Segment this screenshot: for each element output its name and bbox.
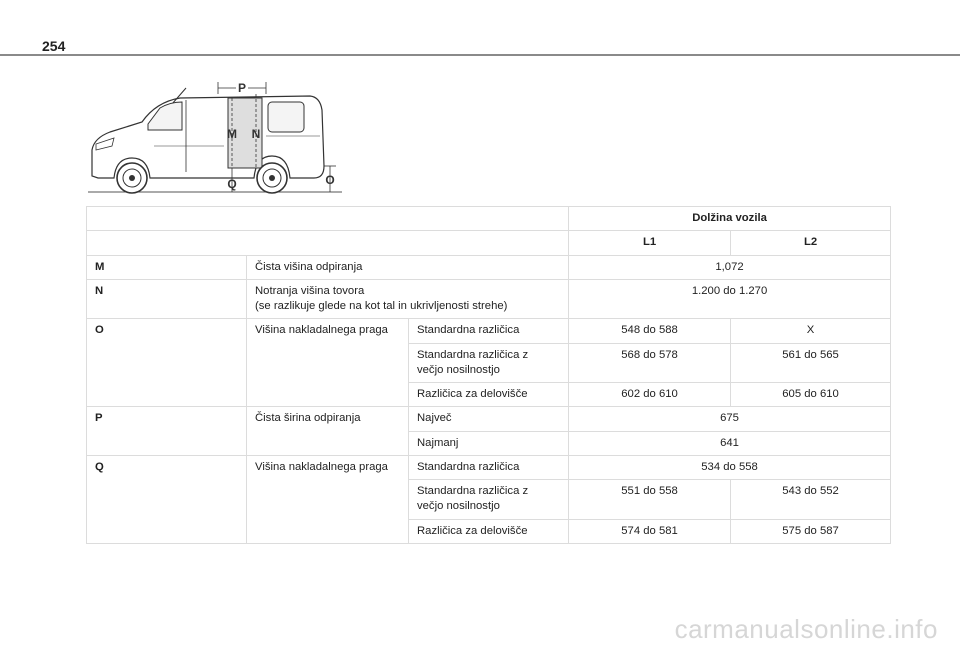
header-divider bbox=[0, 54, 960, 56]
value-l2: 543 do 552 bbox=[731, 480, 891, 520]
label-p: P bbox=[237, 81, 247, 95]
table-header-row bbox=[87, 231, 891, 255]
value-l1: 568 do 578 bbox=[569, 343, 731, 383]
row-value: 1.200 do 1.270 bbox=[569, 279, 891, 319]
label-o: O bbox=[325, 173, 335, 187]
label-m: M bbox=[227, 127, 237, 141]
row-description: Čista višina odpiranja bbox=[247, 255, 569, 279]
variant-name: Največ bbox=[409, 407, 569, 431]
variant-name: Različica za delovišče bbox=[409, 383, 569, 407]
variant-name-line: večjo nosilnostjo bbox=[417, 500, 500, 513]
value-l1: 548 do 588 bbox=[569, 319, 731, 343]
variant-name-line: Standardna različica z bbox=[417, 348, 529, 361]
variant-name: Standardna različica bbox=[409, 455, 569, 479]
row-value: 675 bbox=[569, 407, 891, 431]
variant-name: Različica za delovišče bbox=[409, 519, 569, 543]
label-n: N bbox=[251, 127, 261, 141]
row-description bbox=[247, 279, 569, 319]
header-l2: L2 bbox=[731, 231, 891, 255]
value-l2: 605 do 610 bbox=[731, 383, 891, 407]
table-row bbox=[87, 279, 891, 319]
description-line: Notranja višina tovora bbox=[255, 284, 365, 297]
row-key: P bbox=[87, 407, 247, 456]
value-l1: 602 do 610 bbox=[569, 383, 731, 407]
table-row bbox=[87, 407, 891, 431]
row-key: Q bbox=[87, 455, 247, 543]
value-l2: X bbox=[731, 319, 891, 343]
variant-name bbox=[409, 480, 569, 520]
table-row bbox=[87, 455, 891, 479]
header-vehicle-length: Dolžina vozila bbox=[569, 207, 891, 231]
row-key: N bbox=[87, 279, 247, 319]
dimensions-table bbox=[86, 206, 891, 544]
page-number: 254 bbox=[42, 38, 66, 54]
label-q: Q bbox=[227, 177, 237, 191]
row-value: 534 do 558 bbox=[569, 455, 891, 479]
row-value: 1,072 bbox=[569, 255, 891, 279]
row-description: Višina nakladalnega praga bbox=[247, 319, 409, 407]
variant-name: Standardna različica bbox=[409, 319, 569, 343]
row-description: Čista širina odpiranja bbox=[247, 407, 409, 456]
vehicle-side-view-diagram bbox=[84, 72, 346, 204]
table-row bbox=[87, 255, 891, 279]
variant-name: Najmanj bbox=[409, 431, 569, 455]
header-l1: L1 bbox=[569, 231, 731, 255]
value-l2: 575 do 587 bbox=[731, 519, 891, 543]
value-l2: 561 do 565 bbox=[731, 343, 891, 383]
value-l1: 551 do 558 bbox=[569, 480, 731, 520]
row-value: 641 bbox=[569, 431, 891, 455]
variant-name-line: večjo nosilnostjo bbox=[417, 363, 500, 376]
variant-name bbox=[409, 343, 569, 383]
row-key: M bbox=[87, 255, 247, 279]
description-note: (se razlikuje glede na kot tal in ukrivljenosti strehe) bbox=[255, 300, 508, 312]
watermark: carmanualsonline.info bbox=[674, 614, 938, 644]
table-row bbox=[87, 319, 891, 343]
table-header-row bbox=[87, 207, 891, 231]
row-description: Višina nakladalnega praga bbox=[247, 455, 409, 543]
variant-name-line: Standardna različica z bbox=[417, 485, 529, 497]
value-l1: 574 do 581 bbox=[569, 519, 731, 543]
row-key: O bbox=[87, 319, 247, 407]
